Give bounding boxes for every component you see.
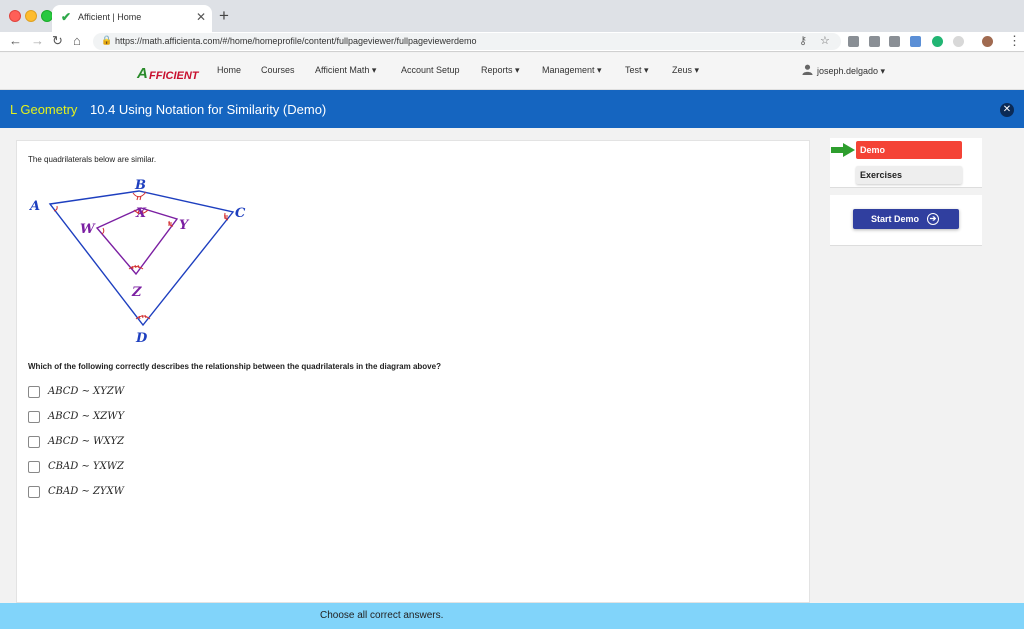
choice-checkbox[interactable]	[28, 386, 40, 398]
instruction-footer	[0, 603, 1024, 629]
vertex-label-b: B	[135, 179, 146, 193]
lock-icon: 🔒	[101, 35, 113, 45]
arrow-right-icon	[831, 143, 855, 157]
tab-exercises[interactable]: Exercises	[856, 166, 962, 184]
choice-checkbox[interactable]	[28, 461, 40, 473]
card-extension-icon[interactable]	[910, 36, 921, 47]
choice-label: CBAD ∼ ZYXW	[48, 486, 124, 497]
close-tab-icon[interactable]: ✕	[196, 10, 207, 24]
start-demo-button[interactable]	[853, 209, 959, 229]
forward-icon[interactable]: →	[31, 33, 44, 48]
choice-checkbox[interactable]	[28, 486, 40, 498]
quadrilaterals-diagram	[25, 179, 265, 359]
problem-panel	[16, 140, 810, 603]
problem-prompt: The quadrilaterals below are similar.	[28, 155, 157, 164]
url-text: https://math.afficienta.com/#/home/homeprofile/content/fullpageviewer/fullpageviewerdemo	[115, 36, 477, 46]
close-icon[interactable]: ✕	[1000, 103, 1014, 117]
afficient-logo[interactable]	[137, 63, 199, 83]
more-menu-icon[interactable]: ⋮	[1008, 33, 1021, 48]
key-icon[interactable]: ⚷	[799, 35, 808, 47]
question-text: Which of the following correctly describes the relationship between the quadrilaterals in the diagram above?	[28, 362, 441, 371]
nav-test[interactable]: Test ▾	[625, 65, 649, 75]
lesson-header	[0, 90, 1024, 128]
choice-checkbox[interactable]	[28, 436, 40, 448]
nav-home[interactable]: Home	[217, 65, 242, 75]
vertex-label-x: X	[136, 206, 147, 221]
star-icon[interactable]: ☆	[820, 35, 830, 47]
browser-tab[interactable]	[52, 5, 212, 32]
close-window-button[interactable]	[9, 10, 21, 22]
grammarly-icon[interactable]	[932, 36, 943, 47]
choice-label: ABCD ∼ XZWY	[48, 411, 125, 422]
start-demo-card	[830, 195, 982, 246]
site-navbar	[0, 53, 1024, 90]
tab-demo[interactable]: Demo	[856, 141, 962, 159]
choice-label: ABCD ∼ XYZW	[48, 386, 125, 397]
nav-reports[interactable]: Reports ▾	[481, 65, 520, 75]
vertex-label-a: A	[30, 199, 41, 214]
user-menu[interactable]: joseph.delgado ▾	[817, 66, 886, 76]
profile-avatar[interactable]	[982, 36, 993, 47]
recycle-extension-icon[interactable]	[848, 36, 859, 47]
arrow-circle-right-icon: ➔	[927, 213, 939, 225]
address-bar	[0, 32, 1024, 52]
extension-icon[interactable]	[869, 36, 880, 47]
vertex-label-w: W	[80, 222, 95, 237]
user-icon	[802, 64, 813, 75]
checkmark-icon: ✔	[61, 10, 72, 24]
vertex-label-y: Y	[179, 218, 189, 233]
browser-tab-bar	[0, 0, 1024, 32]
nav-management[interactable]: Management ▾	[542, 65, 602, 75]
logo-text: FFICIENT	[149, 70, 199, 82]
vertex-label-z: Z	[132, 285, 142, 300]
minimize-window-button[interactable]	[25, 10, 37, 22]
nav-courses[interactable]: Courses	[261, 65, 295, 75]
new-tab-icon[interactable]: +	[219, 6, 229, 25]
url-field[interactable]	[93, 33, 841, 50]
vertex-label-d: D	[136, 331, 148, 346]
instruction-text: Choose all correct answers.	[320, 610, 444, 621]
tab-title: Afficient | Home	[78, 12, 142, 22]
vertex-label-c: C	[235, 206, 246, 221]
camera-extension-icon[interactable]	[889, 36, 900, 47]
home-icon[interactable]: ⌂	[73, 33, 81, 48]
reload-icon[interactable]: ↻	[52, 33, 63, 48]
mode-tabs	[830, 138, 982, 188]
logo-mark: A	[137, 65, 148, 82]
nav-zeus[interactable]: Zeus ▾	[672, 65, 700, 75]
nav-afficient-math[interactable]: Afficient Math ▾	[315, 65, 377, 75]
extension-icon[interactable]	[953, 36, 964, 47]
back-icon[interactable]: ←	[9, 33, 22, 48]
nav-account-setup[interactable]: Account Setup	[401, 65, 460, 75]
choice-checkbox[interactable]	[28, 411, 40, 423]
start-demo-label: Start Demo	[871, 214, 920, 224]
choice-label: ABCD ∼ WXYZ	[48, 436, 125, 447]
lesson-title: 10.4 Using Notation for Similarity (Demo)	[90, 102, 327, 117]
subject-title[interactable]: L Geometry	[10, 102, 78, 117]
choice-label: CBAD ∼ YXWZ	[48, 461, 124, 472]
